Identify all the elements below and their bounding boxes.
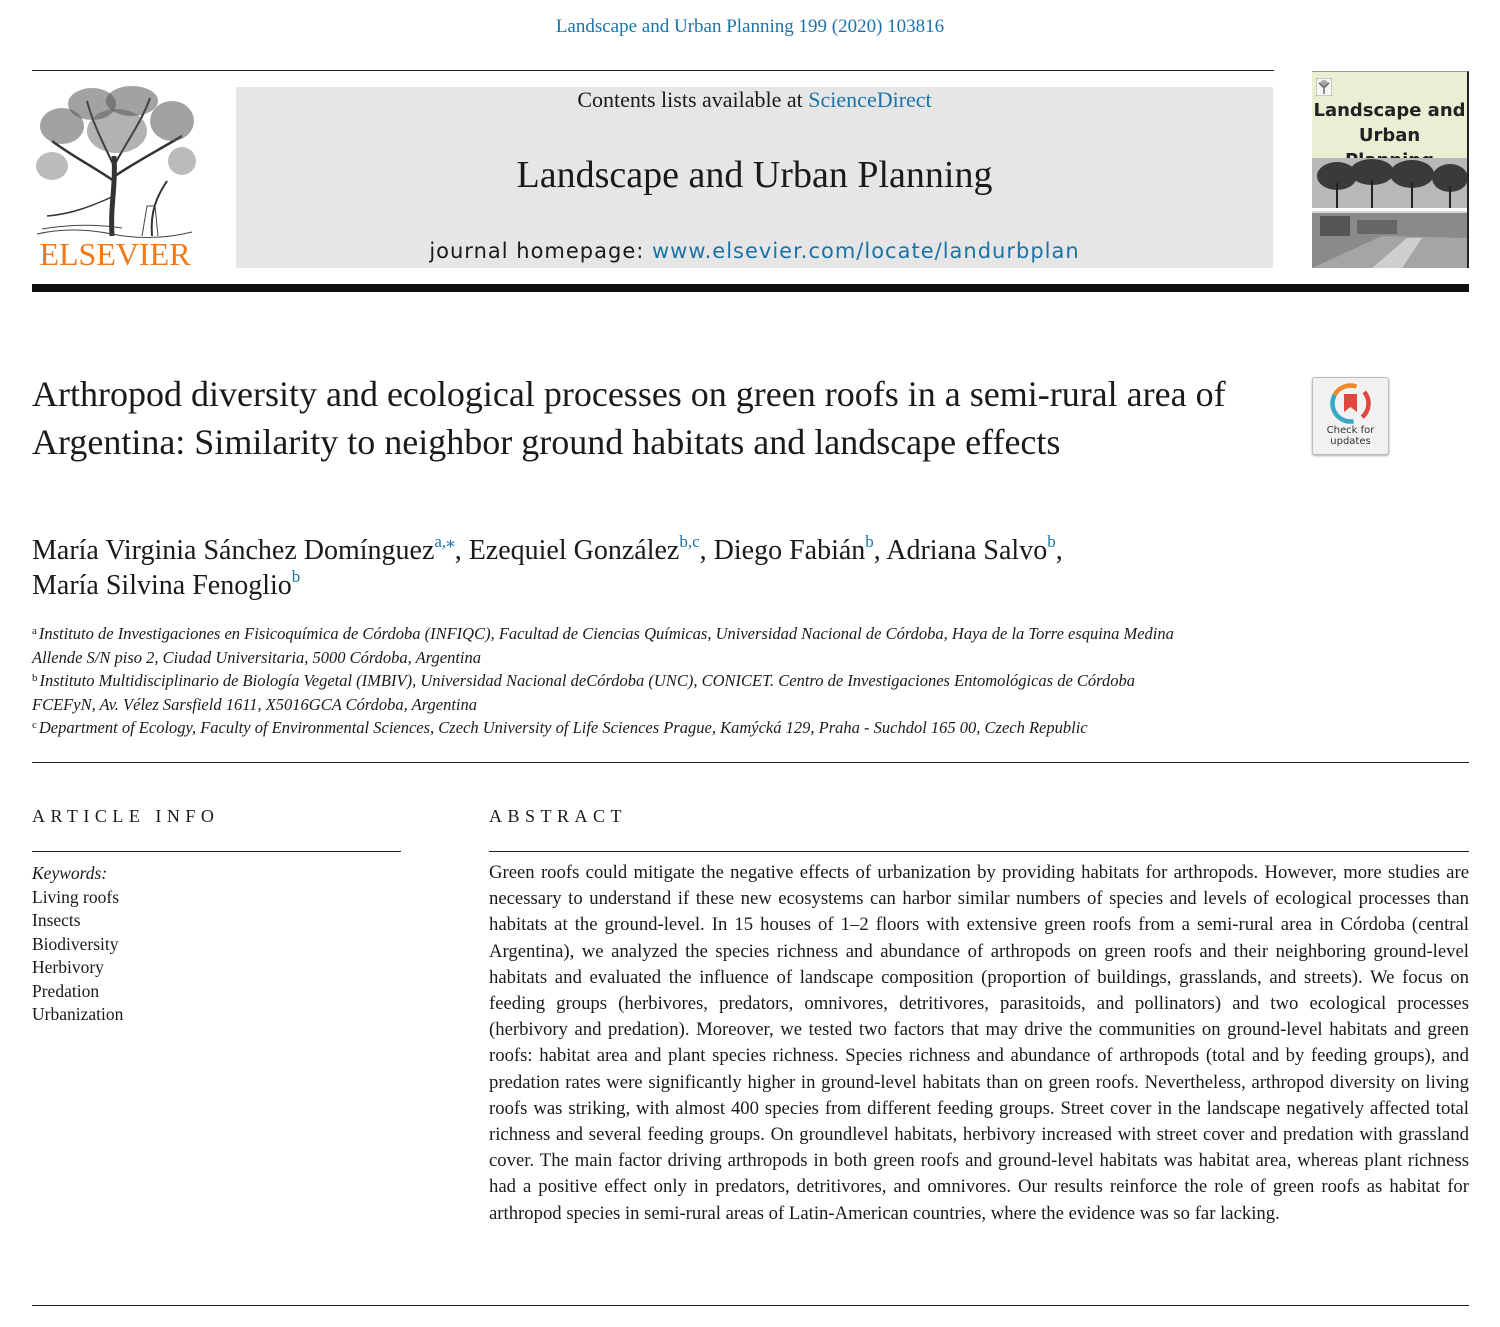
crossmark-icon	[1330, 383, 1371, 424]
journal-homepage-link[interactable]: www.elsevier.com/locate/landurbplan	[652, 239, 1080, 263]
article-info-divider	[32, 851, 401, 852]
cover-title: Landscape and Urban	[1313, 100, 1466, 146]
cover-elsevier-mini-logo	[1316, 78, 1332, 96]
keyword-item: Urbanization	[32, 1004, 124, 1024]
keywords-label: Keywords:	[32, 863, 108, 883]
contents-lists-line: Contents lists available at ScienceDirect	[577, 87, 932, 112]
author-name[interactable]: María Silvina Fenoglio	[32, 570, 292, 601]
keyword-item: Herbivory	[32, 957, 104, 977]
bottom-divider	[32, 1305, 1469, 1306]
cover-photo	[1312, 158, 1467, 268]
author-affiliation-marker[interactable]: b	[291, 567, 301, 587]
elsevier-wordmark: ELSEVIER	[39, 236, 191, 272]
keyword-item: Predation	[32, 980, 100, 1001]
keywords-block	[32, 862, 401, 1027]
corresponding-author-marker: ⁎	[446, 532, 455, 552]
author-name[interactable]: Ezequiel González	[468, 535, 680, 566]
affiliation-item: $^c$ Department of Ecology, Faculty of Environmental Sciences, Czech University of Life Sciences Prague, Kamýcká 129, Praha - Suchdol 165 00, Czech Republic	[32, 718, 1088, 737]
author-name[interactable]: María Virginia Sánchez Domínguez	[32, 535, 435, 566]
author-affiliation-marker[interactable]: b	[865, 532, 874, 552]
check-for-updates-button[interactable]	[1312, 377, 1389, 455]
author-affiliation-marker[interactable]: b,c	[679, 532, 700, 552]
keyword-item: Insects	[32, 910, 81, 930]
abstract-heading: ABSTRACT	[489, 806, 628, 826]
sciencedirect-link[interactable]: ScienceDirect	[808, 87, 932, 112]
author-name[interactable]: Diego Fabián	[713, 535, 866, 566]
affiliation-item: $^b$ Instituto Multidisciplinario de Biología Vegetal (IMBIV), Universidad Nacional deCórdoba (UNC), CONICET. Centro de Investigaciones Entomológicas de Córdoba FCEFyN, Av. Vélez Sarsfield 1611, X5016GCA Córdoba, Argentina	[32, 671, 1135, 714]
article-info-heading: ARTICLE INFO	[32, 806, 220, 826]
journal-cover-thumbnail[interactable]	[1312, 71, 1469, 268]
keyword-item: Biodiversity	[32, 933, 119, 954]
journal-citation-link[interactable]: Landscape and Urban Planning 199 (2020) 103816	[555, 16, 945, 37]
crossmark-label: Check for updates	[1326, 425, 1375, 447]
header-thick-divider	[32, 284, 1469, 292]
top-divider	[32, 70, 1274, 71]
abstract-text: Green roofs could mitigate the negative effects of urbanization by providing habitats for arthropods. However, more studies are necessary to understand if these new ecosystems can harbor similar numbers of species and levels of ecological processes than habitats at the ground-level. In 15 houses of 1–2 floors with extensive green roofs from a semi-rural area in Córdoba (central Argentina), we analyzed the species richness and abundance of arthropods on green roofs and their neighboring ground-level habitats and evaluated the influence of landscape composition (proportion of buildings, grasslands, and streets). We focus on feeding groups (herbivores, predators, omnivores, detritivores, parasitoids, and pollinators) and two ecological processes (herbivory and predation). Moreover, we tested two factors that may drive the communities on ground-level habitats and green roofs: habitat area and plant species richness. Species richness and abundance of arthropods (total and by feeding groups), and predation rates were significantly higher in ground-level habitats than on green roofs. Nevertheless, arthropod diversity on living roofs was striking, with almost 400 species from different feeding groups. Street cover in the landscape negatively affected total richness and several feeding groups. On groundlevel habitats, herbivory increased with street cover and predation with grassland cover. The main factor driving arthropods in both green roofs and ground-level habitats was habitat area, whereas plant richness had a positive effect only in predators, detritivores, and omnivores. Our results reinforce the role of green roofs as habitat for arthropod species in semi-rural areas of Latin-American countries, where the evidence was so far lacking.	[489, 862, 1469, 1224]
journal-name: Landscape and Urban Planning	[516, 154, 993, 196]
affiliation-item: $^a$ Instituto de Investigaciones en Fisicoquímica de Córdoba (INFIQC), Facultad de Ciencias Químicas, Universidad Nacional de Córdoba, Haya de la Torre esquina Medina Allende S/N piso 2, Ciudad Universitaria, 5000 Córdoba, Argentina	[32, 624, 1174, 667]
article-title: Arthropod diversity and ecological processes on green roofs in a semi-rural area of Argentina: Similarity to neighbor ground habitats and landscape effects	[32, 374, 1226, 462]
affiliation-list	[32, 622, 1332, 740]
keyword-item: Living roofs	[32, 886, 120, 907]
journal-homepage-line: journal homepage: www.elsevier.com/locate/landurbplan	[429, 239, 1080, 263]
affiliation-divider	[32, 762, 1469, 763]
journal-banner	[236, 87, 1273, 268]
author-affiliation-marker[interactable]: a,⁎	[434, 532, 455, 552]
abstract-divider	[489, 851, 1469, 852]
author-list: María Virginia Sánchez Domínguez$^{a,⁎}$, Ezequiel González$^{b,c}$, Diego Fabián$^b$, Adriana Salvo$^b$, María Silvina Fenoglio$^b$	[32, 532, 1063, 601]
author-name[interactable]: Adriana Salvo	[886, 535, 1048, 566]
author-affiliation-marker[interactable]: b	[1047, 532, 1056, 552]
